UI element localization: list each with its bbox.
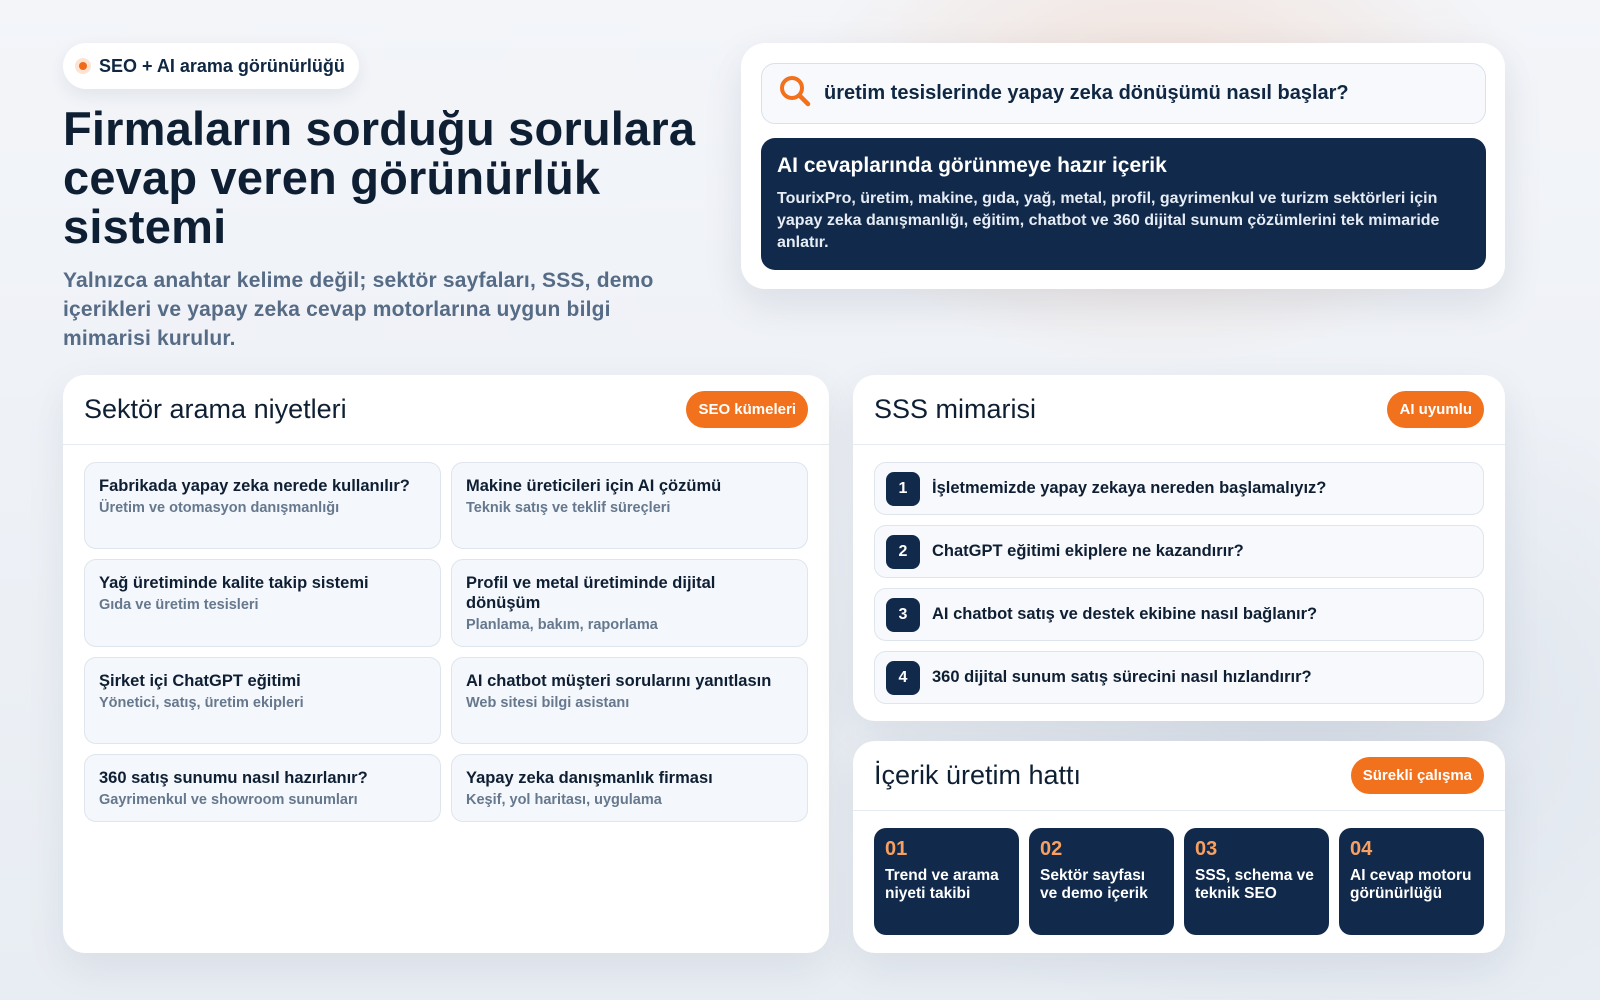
intent-item[interactable]: Şirket içi ChatGPT eğitimi Yönetici, satış, üretim ekipleri	[84, 657, 441, 744]
faq-item[interactable]	[874, 462, 1484, 515]
faq-number: 2	[886, 535, 920, 569]
pipeline-step[interactable]	[1184, 828, 1329, 935]
intent-item[interactable]: Fabrikada yapay zeka nerede kullanılır? Üretim ve otomasyon danışmanlığı	[84, 462, 441, 549]
step-label: SSS, schema ve teknik SEO	[1195, 867, 1314, 902]
answer-text: TourixPro, üretim, makine, gıda, yağ, metal, profil, gayrimenkul ve turizm sektörleri için yapay zeka danışmanlığı, eğitim, chatbot ve 360 dijital sunum çözümlerini tek mimaride anlatır.	[777, 190, 1440, 251]
faq-question: 360 dijital sunum satış sürecini nasıl hızlandırır?	[932, 668, 1312, 686]
faq-question: İşletmemizde yapay zekaya nereden başlamalıyız?	[932, 479, 1327, 497]
faq-number: 4	[886, 661, 920, 695]
faq-question: ChatGPT eğitimi ekiplere ne kazandırır?	[932, 542, 1244, 560]
seo-clusters-tag[interactable]: SEO kümeleri	[686, 391, 808, 428]
faq-item[interactable]	[874, 651, 1484, 704]
faq-item[interactable]	[874, 525, 1484, 578]
search-icon	[778, 74, 812, 113]
intent-item[interactable]: AI chatbot müşteri sorularını yanıtlasın Web sitesi bilgi asistanı	[451, 657, 808, 744]
ai-compatible-tag[interactable]: AI uyumlu	[1387, 391, 1484, 428]
step-label: AI cevap motoru görünürlüğü	[1350, 867, 1472, 902]
continuous-work-tag[interactable]: Sürekli çalışma	[1351, 757, 1484, 794]
card-title: İçerik üretim hattı	[874, 760, 1082, 790]
step-label: Trend ve arama niyeti takibi	[885, 867, 999, 902]
step-number: 01	[885, 838, 908, 860]
faq-item[interactable]	[874, 588, 1484, 641]
card-title: Sektör arama niyetleri	[84, 394, 347, 424]
hero-badge	[63, 43, 359, 89]
step-number: 02	[1040, 838, 1063, 860]
search-input[interactable]	[761, 63, 1486, 124]
hero-subtitle: Yalnızca anahtar kelime değil; sektör sayfaları, SSS, demo içerikleri ve yapay zeka cevap motorlarına uygun bilgi mimarisi kurulur.	[63, 269, 654, 350]
search-preview-card	[741, 43, 1505, 289]
faq-architecture-card	[853, 375, 1505, 721]
answer-title: AI cevaplarında görünmeye hazır içerik	[777, 154, 1167, 177]
intent-item[interactable]: 360 satış sunumu nasıl hazırlanır? Gayrimenkul ve showroom sunumları	[84, 754, 441, 822]
status-dot-icon	[75, 58, 91, 74]
search-query: üretim tesislerinde yapay zeka dönüşümü nasıl başlar?	[824, 82, 1349, 104]
pipeline-step[interactable]	[1339, 828, 1484, 935]
pipeline-step[interactable]	[1029, 828, 1174, 935]
badge-label: SEO + AI arama görünürlüğü	[99, 55, 345, 76]
faq-number: 3	[886, 598, 920, 632]
content-pipeline-card	[853, 741, 1505, 953]
pipeline-step[interactable]	[874, 828, 1019, 935]
step-label: Sektör sayfası ve demo içerik	[1040, 867, 1148, 902]
hero-title: Firmaların sorduğu sorulara cevap veren görünürlük sistemi	[63, 102, 696, 253]
card-title: SSS mimarisi	[874, 394, 1037, 424]
sector-intents-card	[63, 375, 829, 953]
intent-item[interactable]: Profil ve metal üretiminde dijital dönüşüm Planlama, bakım, raporlama	[451, 559, 808, 647]
intent-item[interactable]: Yapay zeka danışmanlık firması Keşif, yol haritası, uygulama	[451, 754, 808, 822]
step-number: 03	[1195, 838, 1218, 860]
faq-number: 1	[886, 472, 920, 506]
faq-question: AI chatbot satış ve destek ekibine nasıl bağlanır?	[932, 605, 1318, 623]
intent-item[interactable]: Makine üreticileri için AI çözümü Teknik satış ve teklif süreçleri	[451, 462, 808, 549]
intent-item[interactable]: Yağ üretiminde kalite takip sistemi Gıda ve üretim tesisleri	[84, 559, 441, 647]
step-number: 04	[1350, 838, 1373, 860]
ai-answer-box	[761, 138, 1486, 270]
